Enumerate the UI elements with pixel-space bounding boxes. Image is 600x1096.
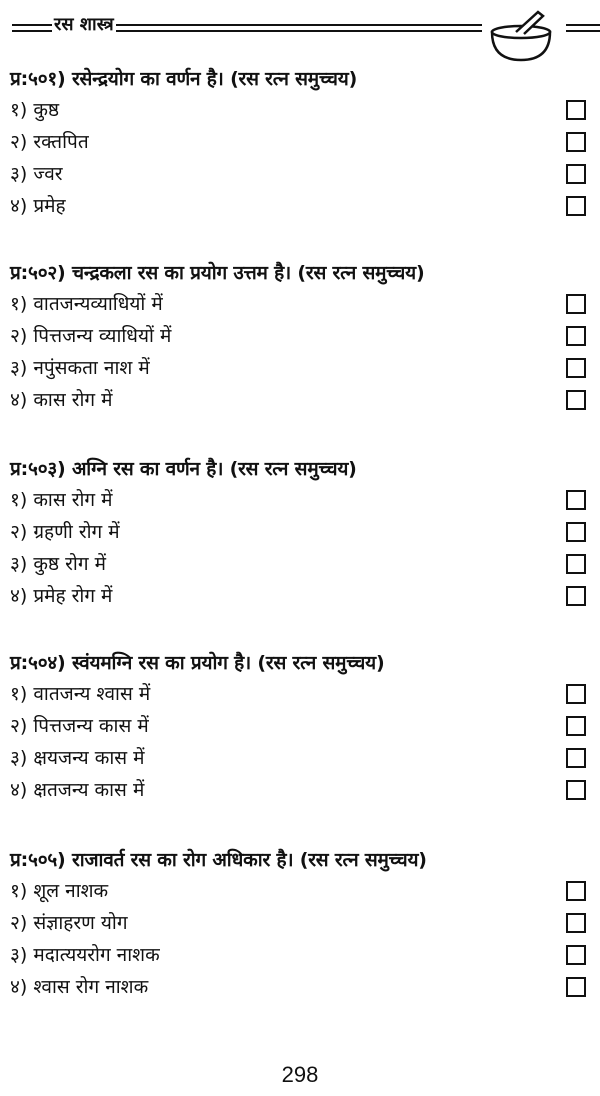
answer-option-label: ३) नपुंसकता नाश में xyxy=(10,357,150,379)
answer-checkbox[interactable] xyxy=(566,358,586,378)
answer-option xyxy=(10,126,590,158)
answer-option-label: २) पित्तजन्य कास में xyxy=(10,715,149,737)
answer-option xyxy=(10,94,590,126)
answer-checkbox[interactable] xyxy=(566,977,586,997)
answer-checkbox[interactable] xyxy=(566,554,586,574)
question-title: प्र:५०३) अग्नि रस का वर्णन है। (रस रत्न समुच्चय) xyxy=(10,458,357,480)
answer-checkbox[interactable] xyxy=(566,780,586,800)
answer-checkbox[interactable] xyxy=(566,716,586,736)
answer-option-label: ३) ज्वर xyxy=(10,163,63,185)
question-block xyxy=(10,258,590,416)
answer-option xyxy=(10,384,590,416)
answer-checkbox[interactable] xyxy=(566,945,586,965)
answer-option-label: ३) क्षयजन्य कास में xyxy=(10,747,145,769)
answer-checkbox[interactable] xyxy=(566,684,586,704)
answer-option xyxy=(10,516,590,548)
answer-option xyxy=(10,710,590,742)
question-title: प्र:५०४) स्वंयमग्नि रस का प्रयोग है। (रस रत्न समुच्चय) xyxy=(10,652,385,674)
answer-option-label: ४) कास रोग में xyxy=(10,389,113,411)
mortar-pestle-icon xyxy=(486,10,556,62)
answer-checkbox[interactable] xyxy=(566,586,586,606)
answer-option-label: ४) प्रमेह xyxy=(10,195,66,217)
answer-option-label: २) संज्ञाहरण योग xyxy=(10,912,128,934)
answer-option xyxy=(10,548,590,580)
answer-option-label: ४) प्रमेह रोग में xyxy=(10,585,113,607)
answer-checkbox[interactable] xyxy=(566,748,586,768)
running-header-title: रस शास्त्र xyxy=(54,14,114,35)
question-block xyxy=(10,648,590,806)
answer-checkbox[interactable] xyxy=(566,164,586,184)
question-title: प्र:५०५) राजावर्त रस का रोग अधिकार है। (रस रत्न समुच्चय) xyxy=(10,849,427,871)
answer-option xyxy=(10,678,590,710)
answer-checkbox[interactable] xyxy=(566,881,586,901)
question-title: प्र:५०२) चन्द्रकला रस का प्रयोग उत्तम है। (रस रत्न समुच्चय) xyxy=(10,262,425,284)
answer-checkbox[interactable] xyxy=(566,100,586,120)
answer-option xyxy=(10,580,590,612)
answer-option xyxy=(10,939,590,971)
answer-option-label: ४) क्षतजन्य कास में xyxy=(10,779,145,801)
answer-checkbox[interactable] xyxy=(566,294,586,314)
answer-option xyxy=(10,875,590,907)
answer-checkbox[interactable] xyxy=(566,196,586,216)
answer-option-label: १) कुष्ठ xyxy=(10,99,60,121)
page-number: 298 xyxy=(281,1062,319,1087)
question-title: प्र:५०१) रसेन्द्रयोग का वर्णन है। (रस रत्न समुच्चय) xyxy=(10,68,358,90)
answer-option-label: २) पित्तजन्य व्याधियों में xyxy=(10,325,172,347)
answer-option-label: १) कास रोग में xyxy=(10,489,113,511)
answer-option xyxy=(10,320,590,352)
answer-option xyxy=(10,484,590,516)
header-rule-right-bottom xyxy=(566,30,600,32)
answer-option-label: ३) कुष्ठ रोग में xyxy=(10,553,106,575)
answer-option-label: १) शूल नाशक xyxy=(10,880,109,902)
question-block xyxy=(10,454,590,612)
answer-option xyxy=(10,774,590,806)
answer-option-label: ३) मदात्ययरोग नाशक xyxy=(10,944,160,966)
answer-option-label: २) ग्रहणी रोग में xyxy=(10,521,120,543)
question-block xyxy=(10,845,590,1003)
answer-option xyxy=(10,158,590,190)
answer-option xyxy=(10,352,590,384)
answer-option xyxy=(10,742,590,774)
answer-option-label: ४) श्वास रोग नाशक xyxy=(10,976,149,998)
page-header xyxy=(0,10,600,60)
answer-option xyxy=(10,288,590,320)
answer-option-label: १) वातजन्य श्वास में xyxy=(10,683,151,705)
answer-option-label: २) रक्तपित xyxy=(10,131,89,153)
answer-option xyxy=(10,907,590,939)
answer-option xyxy=(10,190,590,222)
answer-checkbox[interactable] xyxy=(566,390,586,410)
answer-checkbox[interactable] xyxy=(566,490,586,510)
question-block xyxy=(10,64,590,222)
answer-checkbox[interactable] xyxy=(566,913,586,933)
answer-checkbox[interactable] xyxy=(566,132,586,152)
answer-option-label: १) वातजन्यव्याधियों में xyxy=(10,293,163,315)
header-rule-right-top xyxy=(566,24,600,26)
answer-checkbox[interactable] xyxy=(566,326,586,346)
answer-option xyxy=(10,971,590,1003)
answer-checkbox[interactable] xyxy=(566,522,586,542)
